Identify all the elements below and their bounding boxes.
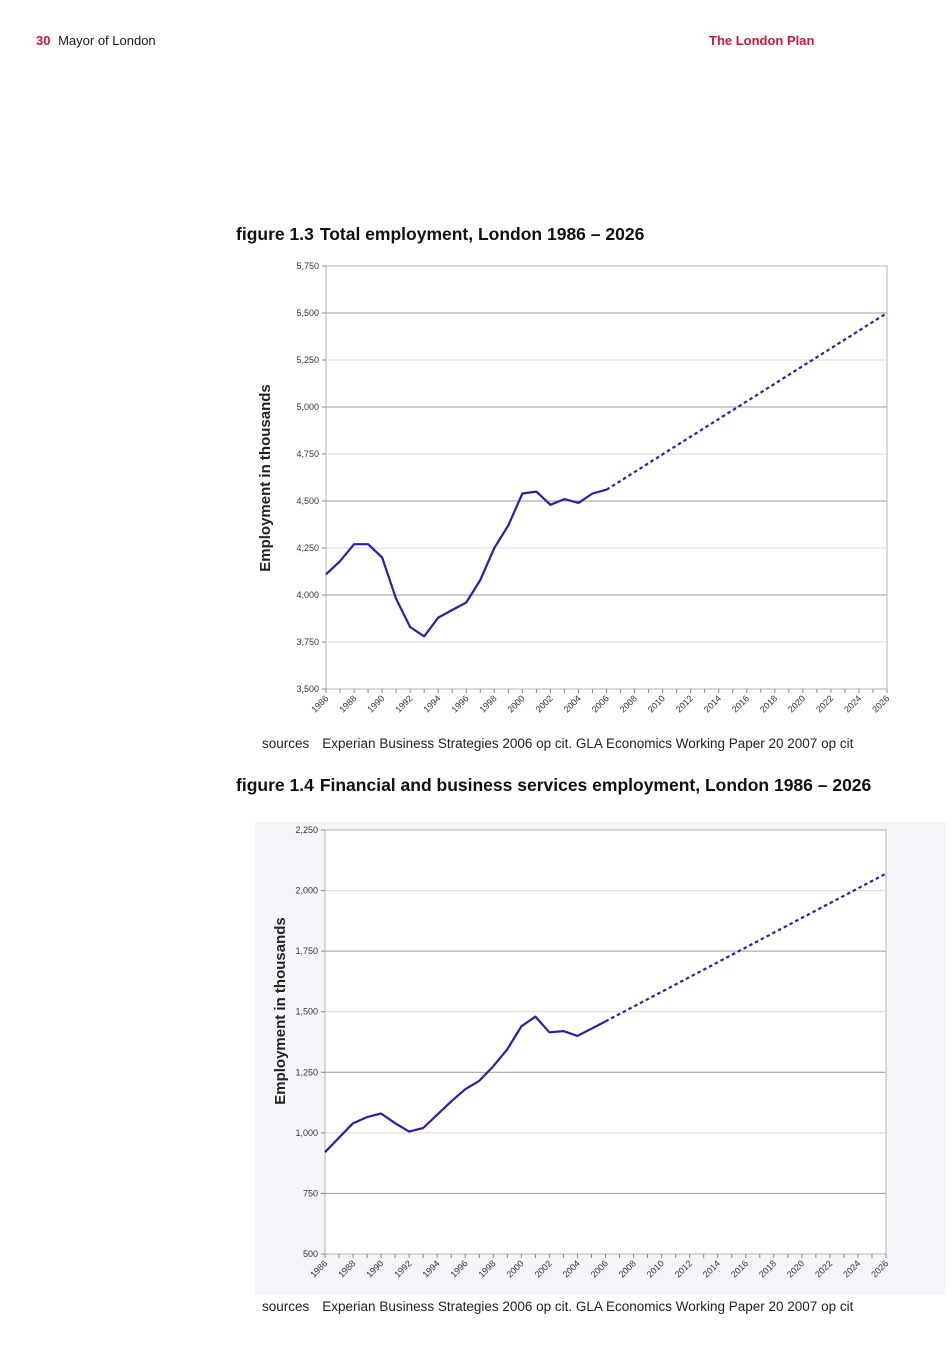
- y-tick-label: 4,000: [296, 590, 319, 600]
- x-tick-label: 2008: [616, 1258, 638, 1280]
- x-tick-label: 2018: [756, 1258, 779, 1280]
- page-number: 30: [36, 33, 51, 48]
- sources-text: Experian Business Strategies 2006 op cit. GLA Economics Working Paper 20 2007 op cit: [322, 736, 854, 751]
- x-tick-label: 2004: [560, 1258, 582, 1280]
- y-tick-label: 3,500: [296, 684, 319, 694]
- figure-1-3-sources: [262, 736, 853, 751]
- x-tick-label: 2010: [645, 693, 668, 715]
- x-tick-label: 2014: [701, 693, 724, 715]
- x-tick-label: 2008: [617, 693, 639, 715]
- y-axis-label: Employment in thousands: [257, 384, 274, 572]
- x-tick-label: 2004: [561, 693, 583, 715]
- plot-area: [325, 830, 886, 1254]
- x-tick-label: 1994: [420, 1258, 442, 1280]
- x-tick-label: 2006: [589, 693, 611, 715]
- y-tick-label: 1,000: [295, 1127, 318, 1138]
- x-tick-label: 2026: [870, 693, 892, 715]
- figure-1-3-title: [236, 224, 644, 245]
- y-tick-label: 3,750: [296, 637, 319, 647]
- x-tick-label: 1996: [449, 693, 471, 715]
- x-tick-label: 1986: [309, 693, 331, 715]
- document-title: The London Plan: [709, 33, 815, 48]
- publisher-name: Mayor of London: [58, 33, 156, 48]
- x-tick-label: 2010: [644, 1258, 667, 1280]
- y-tick-label: 2,000: [295, 885, 318, 896]
- figure-label: figure 1.4: [236, 775, 314, 795]
- y-tick-label: 1,750: [295, 946, 318, 957]
- x-tick-label: 1998: [476, 1258, 498, 1280]
- x-tick-label: 2006: [588, 1258, 610, 1280]
- financial-business-employment-chart: [0, 815, 952, 1295]
- total-employment-chart: [0, 250, 952, 750]
- x-tick-label: 1992: [393, 693, 415, 715]
- x-tick-label: 1990: [364, 1258, 386, 1280]
- x-tick-label: 2002: [533, 693, 555, 715]
- x-tick-label: 1996: [448, 1258, 470, 1280]
- x-tick-label: 2022: [813, 1258, 835, 1280]
- x-tick-label: 2016: [729, 693, 752, 715]
- header-left: [36, 33, 156, 48]
- figure-title-text: Total employment, London 1986 – 2026: [319, 224, 645, 244]
- x-tick-label: 1986: [308, 1258, 330, 1280]
- y-tick-label: 5,500: [296, 308, 319, 318]
- x-tick-label: 2026: [869, 1258, 891, 1280]
- x-tick-label: 2000: [504, 1258, 526, 1280]
- sources-label: sources: [262, 736, 310, 751]
- y-tick-label: 5,250: [296, 355, 319, 365]
- y-axis-label: Employment in thousands: [272, 917, 289, 1105]
- x-tick-label: 1998: [477, 693, 499, 715]
- y-tick-label: 750: [302, 1188, 318, 1199]
- figure-label: figure 1.3: [236, 224, 314, 244]
- figure-1-4-title: [236, 775, 871, 796]
- x-tick-label: 1990: [365, 693, 387, 715]
- x-tick-label: 2024: [841, 1258, 863, 1280]
- x-tick-label: 2000: [505, 693, 527, 715]
- x-tick-label: 2020: [786, 693, 808, 715]
- x-tick-label: 1988: [336, 1258, 358, 1280]
- x-tick-label: 1994: [421, 693, 443, 715]
- y-tick-label: 1,250: [295, 1067, 318, 1078]
- x-tick-label: 1992: [392, 1258, 414, 1280]
- x-tick-label: 2018: [757, 693, 780, 715]
- y-tick-label: 4,500: [296, 496, 319, 506]
- sources-label: sources: [262, 1299, 310, 1314]
- figure-1-4-sources: [262, 1299, 853, 1314]
- x-tick-label: 2020: [785, 1258, 807, 1280]
- y-tick-label: 1,500: [295, 1006, 318, 1017]
- y-tick-label: 2,250: [295, 825, 318, 835]
- y-tick-label: 5,000: [296, 402, 319, 412]
- x-tick-label: 2012: [673, 693, 696, 715]
- y-tick-label: 500: [302, 1249, 318, 1259]
- y-tick-label: 5,750: [296, 261, 319, 271]
- x-tick-label: 2024: [842, 693, 864, 715]
- figure-title-text: Financial and business services employment, London 1986 – 2026: [319, 775, 872, 795]
- y-tick-label: 4,750: [296, 449, 319, 459]
- y-tick-label: 4,250: [296, 543, 319, 553]
- sources-text: Experian Business Strategies 2006 op cit. GLA Economics Working Paper 20 2007 op cit: [322, 1299, 854, 1314]
- x-tick-label: 1988: [337, 693, 359, 715]
- x-tick-label: 2022: [814, 693, 836, 715]
- x-tick-label: 2012: [672, 1258, 695, 1280]
- x-tick-label: 2014: [700, 1258, 723, 1280]
- x-tick-label: 2002: [532, 1258, 554, 1280]
- x-tick-label: 2016: [728, 1258, 751, 1280]
